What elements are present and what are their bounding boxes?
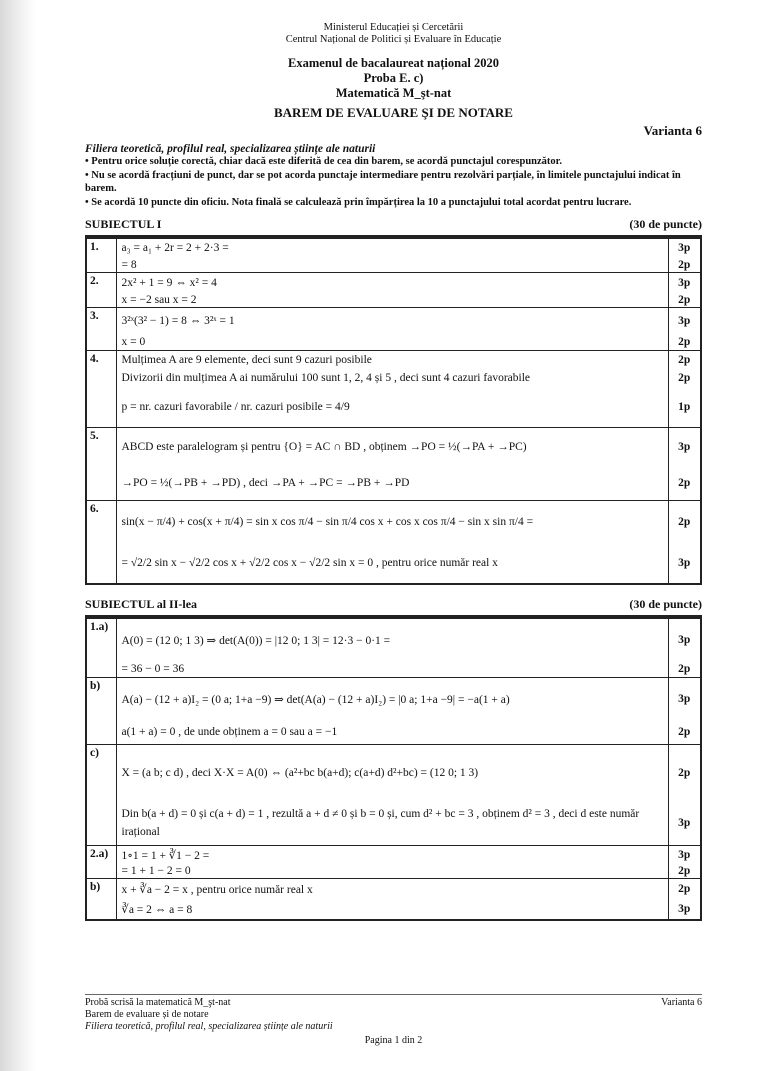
solution-line: Divizorii din mulțimea A ai numărului 100 sunt 1, 2, 4 și 5 , deci sunt 4 cazuri favorabile bbox=[121, 372, 530, 384]
item-number: 3. bbox=[86, 308, 116, 351]
page-footer bbox=[85, 994, 702, 1047]
document-page bbox=[85, 22, 702, 921]
solution-line: 1∘1 = 1 + ∛1 − 2 = bbox=[121, 849, 210, 862]
item-solution bbox=[116, 428, 668, 501]
section-title: SUBIECTUL I bbox=[85, 217, 162, 231]
footer-barem: Barem de evaluare și de notare bbox=[85, 1009, 209, 1020]
table-row bbox=[86, 501, 701, 585]
solution-line: a₃ = a₁ + 2r = 2 + 2·3 = bbox=[121, 242, 229, 254]
solution-line: A(0) = (12 0; 1 3) ⇒ det(A(0)) = |12 0; 1 3| = 12·3 − 0·1 = bbox=[121, 635, 391, 647]
solution-line: Mulțimea A are 9 elemente, deci sunt 9 cazuri posibile bbox=[121, 354, 372, 366]
item-points bbox=[668, 428, 701, 501]
scan-shadow bbox=[0, 0, 36, 1071]
solution-line: = 1 + 1 − 2 = 0 bbox=[121, 864, 191, 877]
item-points bbox=[668, 273, 701, 308]
item-points bbox=[668, 618, 701, 678]
item-number: 2.a) bbox=[86, 846, 116, 879]
points-value: 2p bbox=[678, 258, 691, 271]
barem-title: BAREM DE EVALUARE ŞI DE NOTARE bbox=[274, 105, 513, 120]
item-points bbox=[668, 308, 701, 351]
points-value: 3p bbox=[678, 817, 691, 829]
item-number: 2. bbox=[86, 273, 116, 308]
points-value: 3p bbox=[678, 441, 691, 453]
footer-exam: Probă scrisă la matematică M_şt-nat bbox=[85, 997, 231, 1008]
points-value: 3p bbox=[678, 315, 691, 327]
solution-line: x = 0 bbox=[121, 336, 146, 348]
points-value: 3p bbox=[678, 693, 691, 705]
table-row bbox=[86, 678, 701, 745]
item-points bbox=[668, 879, 701, 921]
item-solution bbox=[116, 351, 668, 428]
points-value: 3p bbox=[678, 848, 691, 861]
points-value: 3p bbox=[678, 242, 691, 254]
ministry-name: Ministerul Educației și Cercetării bbox=[323, 22, 464, 33]
points-value: 2p bbox=[678, 883, 691, 895]
table-row bbox=[86, 428, 701, 501]
item-solution bbox=[116, 846, 668, 879]
points-value: 3p bbox=[678, 634, 691, 646]
item-solution bbox=[116, 273, 668, 308]
subject-title: Matematică M_şt-nat bbox=[335, 86, 452, 100]
item-points bbox=[668, 745, 701, 846]
points-value: 2p bbox=[678, 294, 691, 306]
footer-varianta: Varianta 6 bbox=[661, 997, 702, 1008]
points-value: 2p bbox=[678, 516, 691, 528]
table-row bbox=[86, 238, 701, 273]
points-value: 2p bbox=[678, 767, 691, 779]
item-solution bbox=[116, 501, 668, 585]
solution-line: 2x² + 1 = 9 ⇔ x² = 4 bbox=[121, 277, 217, 289]
item-points bbox=[668, 501, 701, 585]
points-value: 3p bbox=[678, 903, 691, 915]
item-solution bbox=[116, 879, 668, 921]
section-points: (30 de puncte) bbox=[629, 217, 702, 231]
points-value: 3p bbox=[678, 277, 691, 289]
varianta-label: Varianta 6 bbox=[643, 123, 702, 138]
solution-line: ABCD este paralelogram și pentru {O} = AC ∩ BD , obținem →PO = ½(→PA + →PC) bbox=[121, 441, 527, 453]
points-value: 2p bbox=[678, 477, 691, 489]
item-number: 4. bbox=[86, 351, 116, 428]
table-row bbox=[86, 308, 701, 351]
section-header-1 bbox=[85, 217, 702, 237]
item-solution bbox=[116, 618, 668, 678]
grading-table-2 bbox=[85, 617, 702, 921]
solution-line: ∛a = 2 ⇔ a = 8 bbox=[121, 904, 193, 916]
center-name: Centrul Național de Politici și Evaluare în Educație bbox=[285, 34, 502, 45]
section-header-2 bbox=[85, 597, 702, 617]
item-number: 5. bbox=[86, 428, 116, 501]
solution-line: x = −2 sau x = 2 bbox=[121, 294, 197, 306]
solution-line: X = (a b; c d) , deci X·X = A(0) ⇔ (a²+bc b(a+d); c(a+d) d²+bc) = (12 0; 1 3) bbox=[121, 767, 479, 779]
item-solution bbox=[116, 745, 668, 846]
exam-title: Examenul de bacalaureat național 2020 bbox=[288, 56, 499, 70]
item-points bbox=[668, 351, 701, 428]
page-number: Pagina 1 din 2 bbox=[364, 1035, 423, 1046]
points-value: 1p bbox=[678, 401, 691, 413]
points-value: 2p bbox=[678, 663, 691, 675]
solution-line: = 36 − 0 = 36 bbox=[121, 663, 185, 675]
points-value: 2p bbox=[678, 354, 691, 366]
item-number: b) bbox=[86, 678, 116, 745]
points-value: 2p bbox=[678, 864, 691, 877]
solution-line: = 8 bbox=[121, 258, 137, 271]
rule-item: • Pentru orice soluție corectă, chiar dacă este diferită de cea din barem, se acordă punctajul corespunzător. bbox=[85, 156, 562, 167]
item-points bbox=[668, 238, 701, 273]
solution-line: a(1 + a) = 0 , de unde obținem a = 0 sau a = −1 bbox=[121, 726, 338, 738]
item-number: 1.a) bbox=[86, 618, 116, 678]
table-row bbox=[86, 745, 701, 846]
item-points bbox=[668, 846, 701, 879]
table-row bbox=[86, 846, 701, 879]
table-row bbox=[86, 273, 701, 308]
item-number: 6. bbox=[86, 501, 116, 585]
filiera-text: Filiera teoretică, profilul real, specializarea științe ale naturii bbox=[85, 143, 376, 155]
section-points: (30 de puncte) bbox=[629, 597, 702, 611]
solution-line: p = nr. cazuri favorabile / nr. cazuri posibile = 4/9 bbox=[121, 401, 350, 413]
rule-item: • Se acordă 10 puncte din oficiu. Nota finală se calculează prin împărțirea la 10 a punctajului total acordat pentru lucrare. bbox=[85, 196, 632, 208]
solution-line: Din b(a + d) = 0 și c(a + d) = 1 , rezultă a + d ≠ 0 și b = 0 și, cum d² + bc = 3 , obținem d² = 3 , deci d este număr irațional bbox=[121, 808, 640, 838]
item-solution bbox=[116, 678, 668, 745]
footer-filiera: Filiera teoretică, profilul real, specializarea științe ale naturii bbox=[85, 1021, 333, 1032]
item-solution bbox=[116, 308, 668, 351]
item-solution bbox=[116, 238, 668, 273]
rule-item: • Nu se acordă fracțiuni de punct, dar se pot acorda punctaje intermediare pentru rezolvări parțiale, în limitele punctajului indicat în barem. bbox=[85, 169, 681, 194]
solution-line: sin(x − π/4) + cos(x + π/4) = sin x cos π/4 − sin π/4 cos x + cos x cos π/4 − sin x sin π/4 = bbox=[121, 516, 534, 528]
points-value: 3p bbox=[678, 557, 691, 569]
table-row bbox=[86, 618, 701, 678]
solution-line: →PO = ½(→PB + →PD) , deci →PA + →PC = →PB + →PD bbox=[121, 477, 410, 489]
table-row bbox=[86, 879, 701, 921]
points-value: 2p bbox=[678, 726, 691, 738]
table-row bbox=[86, 351, 701, 428]
rules-list bbox=[85, 155, 702, 209]
item-number: 1. bbox=[86, 238, 116, 273]
solution-line: = √2/2 sin x − √2/2 cos x + √2/2 cos x − √2/2 sin x = 0 , pentru orice număr real x bbox=[121, 557, 498, 569]
item-number: c) bbox=[86, 745, 116, 846]
points-value: 2p bbox=[678, 336, 691, 348]
grading-table-1 bbox=[85, 237, 702, 585]
solution-line: A(a) − (12 + a)I₂ = (0 a; 1+a −9) ⇒ det(A(a) − (12 + a)I₂) = |0 a; 1+a −9| = −a(1 + a) bbox=[121, 694, 510, 706]
points-value: 2p bbox=[678, 372, 691, 384]
solution-line: x + ∛a − 2 = x , pentru orice număr real x bbox=[121, 884, 313, 896]
item-points bbox=[668, 678, 701, 745]
solution-line: 3²ˣ(3² − 1) = 8 ⇔ 3²ˣ = 1 bbox=[121, 315, 235, 327]
proba-title: Proba E. c) bbox=[363, 71, 424, 85]
item-number: b) bbox=[86, 879, 116, 921]
section-title: SUBIECTUL al II-lea bbox=[85, 597, 198, 611]
